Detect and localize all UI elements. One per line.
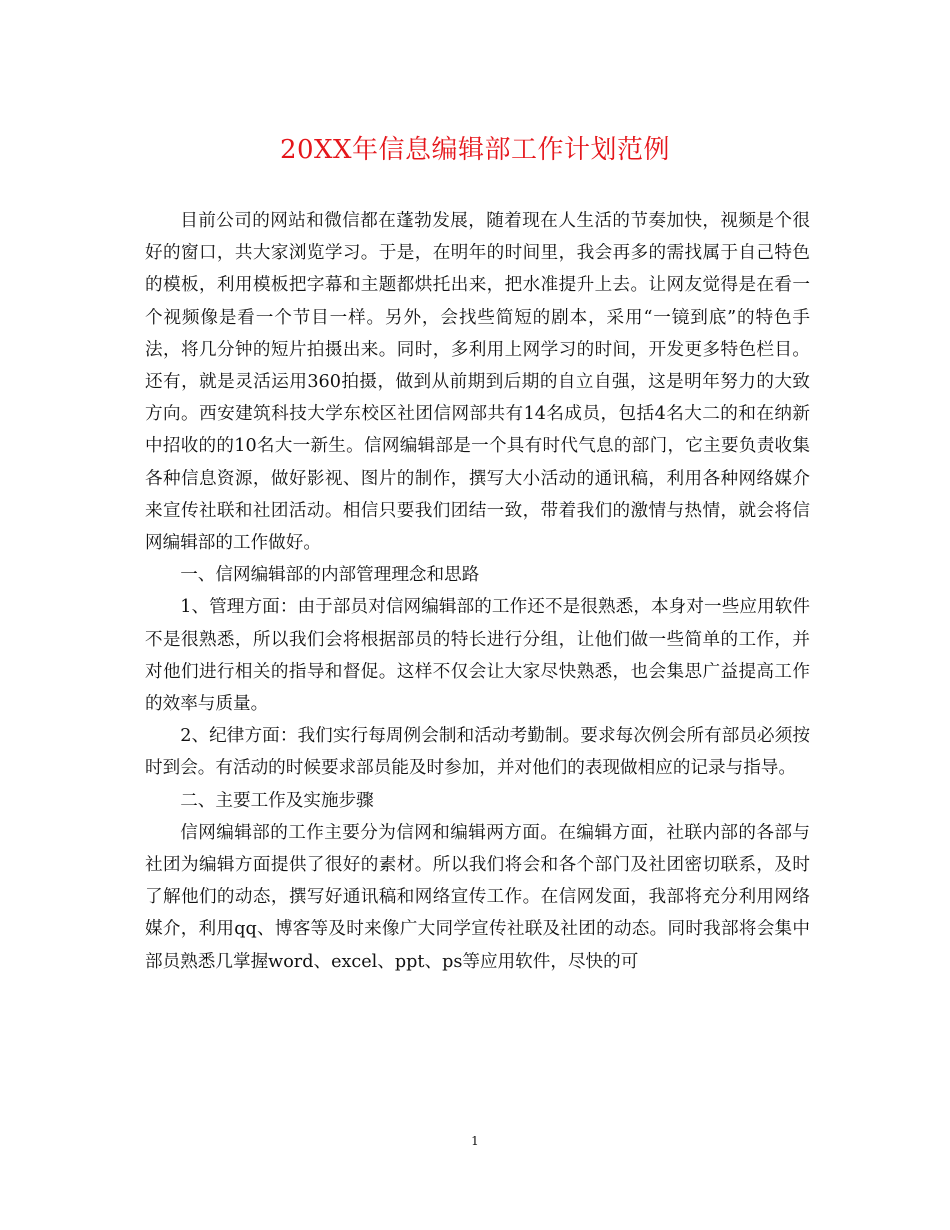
document-title: 20XX年信息编辑部工作计划范例 xyxy=(279,135,671,165)
page-number: 1 xyxy=(471,1134,479,1148)
paragraph-discipline: 2、纪律方面：我们实行每周例会制和活动考勤制。要求每次例会所有部员必须按时到会。有活动的时候要求部员能及时参加，并对他们的表现做相应的记录与指导。 xyxy=(145,726,810,779)
paragraph-intro: 目前公司的网站和微信都在蓬勃发展，随着现在人生活的节奏加快，视频是个很好的窗口，共大家浏览学习。于是，在明年的时间里，我会再多的需找属于自己特色的模板，利用模板把字幕和主题都烘托出来，把水准提升上去。让网友觉得是在看一个视频像是看一个节目一样。另外，会找些简短的剧本，采用“一镜到底”的特色手法，将几分钟的短片拍摄出来。同时，多利用上网学习的时间，开发更多特色栏目。还有，就是灵活运用360拍摄，做到从前期到后期的自立自强，这是明年努力的大致方向。西安建筑科技大学东校区社团信网部共有14名成员，包括4名大二的和在纳新中招收的的10名大一新生。信网编辑部是一个具有时代气息的部门，它主要负责收集各种信息资源，做好影视、图片的制作，撰写大小活动的通讯稿，利用各种网络媒介来宣传社联和社团活动。相信只要我们团结一致，带着我们的激情与热情，就会将信网编辑部的工作做好。 xyxy=(145,211,810,554)
paragraph-management: 1、管理方面：由于部员对信网编辑部的工作还不是很熟悉，本身对一些应用软件不是很熟悉，所以我们会将根据部员的特长进行分组，让他们做一些简单的工作，并对他们进行相关的指导和督促。这样不仅会让大家尽快熟悉，也会集思广益提高工作的效率与质量。 xyxy=(145,597,810,715)
document-body xyxy=(145,205,810,978)
section-heading-main-work: 二、主要工作及实施步骤 xyxy=(180,790,374,811)
section-heading-management: 一、信网编辑部的内部管理理念和思路 xyxy=(180,565,480,586)
paragraph-main-work: 信网编辑部的工作主要分为信网和编辑两方面。在编辑方面，社联内部的各部与社团为编辑方面提供了很好的素材。所以我们将会和各个部门及社团密切联系，及时了解他们的动态，撰写好通讯稿和网络宣传工作。在信网发面，我部将充分利用网络媒介，利用qq、博客等及时来像广大同学宣传社联及社团的动态。同时我部将会集中部员熟悉几掌握word、excel、ppt、ps等应用软件，尽快的可 xyxy=(145,822,810,972)
